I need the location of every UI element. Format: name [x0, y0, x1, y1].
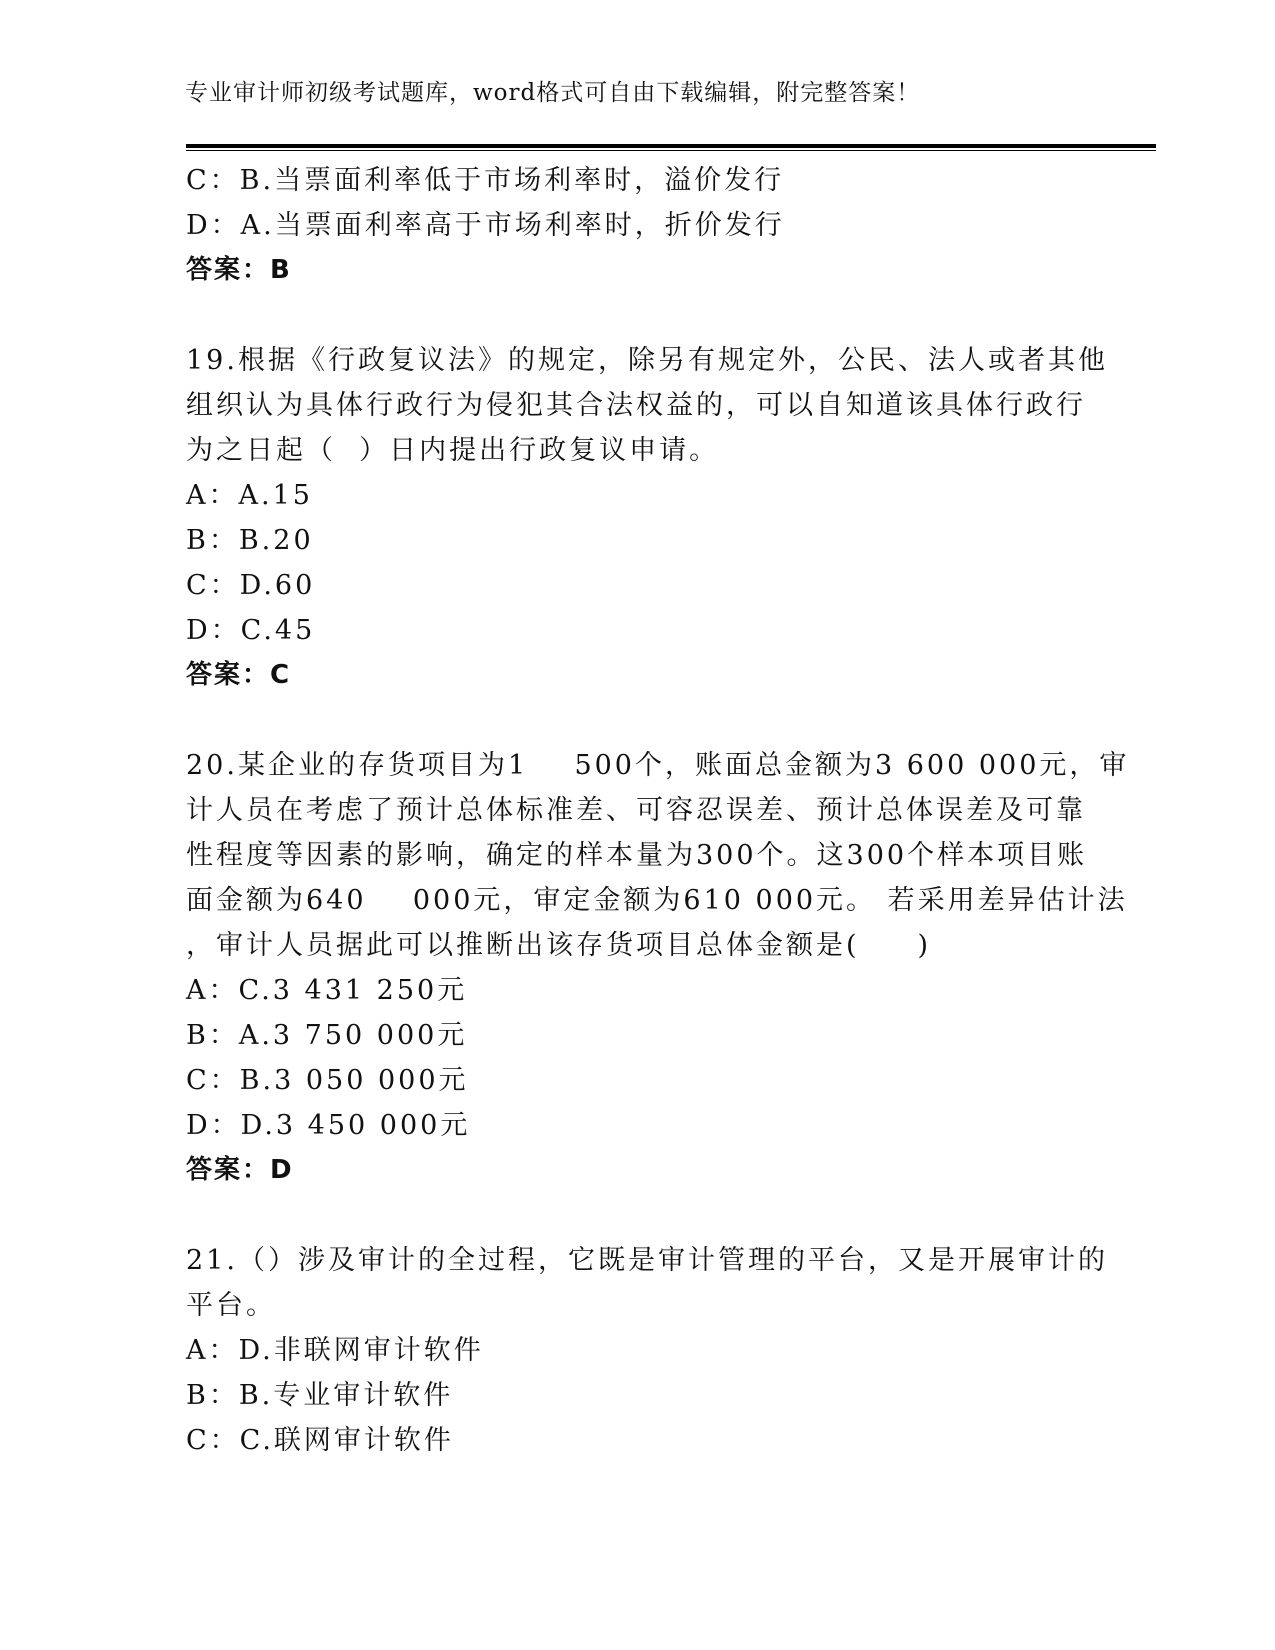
option-item: C：B.当票面利率低于市场利率时，溢价发行: [186, 165, 785, 196]
question-text-line: 20.某企业的存货项目为1 500个，账面总金额为3 600 000元，审: [186, 750, 1130, 781]
option-item: A：A.15: [186, 480, 313, 511]
header-rule-thick: [186, 144, 1156, 148]
question-text-line: 组织认为具体行政行为侵犯其合法权益的，可以自知道该具体行政行: [186, 390, 1086, 421]
question-list: [186, 158, 1130, 1463]
option-item: C：C.联网审计软件: [186, 1425, 454, 1456]
header-rule-thin: [186, 150, 1156, 151]
answer-line: 答案：C: [186, 660, 292, 690]
question-text-line: 计人员在考虑了预计总体标准差、可容忍误差、预计总体误差及可靠: [186, 795, 1086, 826]
option-item: A：D.非联网审计软件: [186, 1335, 484, 1366]
option-item: C：B.3 050 000元: [186, 1065, 469, 1096]
option-item: B：B.20: [186, 525, 314, 556]
question-text-line: 19.根据《行政复议法》的规定，除另有规定外，公民、法人或者其他: [186, 345, 1108, 376]
option-item: A：C.3 431 250元: [186, 975, 468, 1006]
answer-line: 答案：B: [186, 255, 292, 285]
question-text-line: ，审计人员据此可以推断出该存货项目总体金额是( ): [186, 930, 931, 961]
answer-line: 答案：D: [186, 1155, 294, 1185]
option-item: B：A.3 750 000元: [186, 1020, 468, 1051]
option-item: D：A.当票面利率高于市场利率时，折价发行: [186, 210, 785, 241]
option-item: D：C.45: [186, 615, 316, 646]
question-block: [186, 1238, 1108, 1463]
option-item: B：B.专业审计软件: [186, 1380, 454, 1411]
question-text-line: 性程度等因素的影响，确定的样本量为300个。这300个样本项目账: [186, 840, 1088, 871]
question-text-line: 面金额为640 000元，审定金额为610 000元。 若采用差异估计法: [186, 885, 1128, 916]
question-block: [186, 743, 1130, 1193]
question-block: [186, 158, 1086, 293]
question-block: [186, 338, 1108, 698]
question-text-line: 平台。: [186, 1290, 276, 1321]
option-item: C：D.60: [186, 570, 316, 601]
page-header: 专业审计师初级考试题库，word格式可自由下载编辑，附完整答案！: [185, 80, 921, 106]
question-text-line: 为之日起（ ）日内提出行政复议申请。: [186, 435, 720, 466]
option-item: D：D.3 450 000元: [186, 1110, 471, 1141]
question-text-line: 21.（）涉及审计的全过程，它既是审计管理的平台，又是开展审计的: [186, 1245, 1108, 1276]
